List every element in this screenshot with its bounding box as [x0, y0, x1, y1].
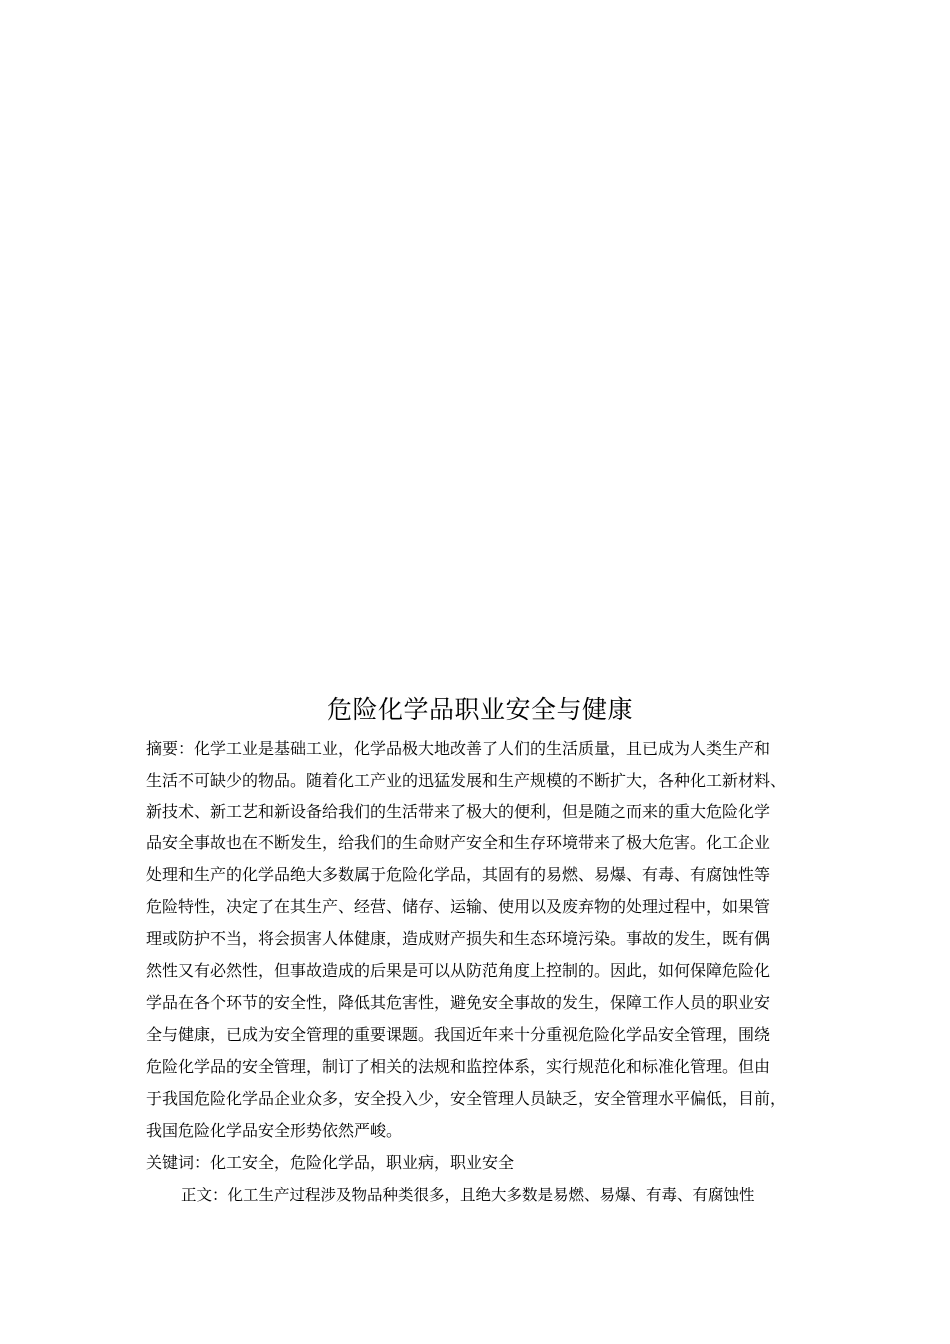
- keywords: 关键词：化工安全，危险化学品，职业病，职业安全: [146, 1153, 515, 1172]
- body-paragraph-line: 正文：化工生产过程涉及物品种类很多，且绝大多数是易燃、易爆、有毒、有腐蚀性: [181, 1186, 755, 1204]
- abstract-line: 全与健康，已成为安全管理的重要课题。我国近年来十分重视危险化学品安全管理，围绕: [146, 1025, 771, 1044]
- abstract-line: 生活不可缺少的物品。随着化工产业的迅猛发展和生产规模的不断扩大，各种化工新材料、: [146, 771, 787, 790]
- abstract-line: 新技术、新工艺和新设备给我们的生活带来了极大的便利，但是随之而来的重大危险化学: [146, 802, 771, 821]
- abstract-line: 处理和生产的化学品绝大多数属于危险化学品，其固有的易燃、易爆、有毒、有腐蚀性等: [146, 865, 771, 884]
- abstract-line: 危险化学品的安全管理，制订了相关的法规和监控体系，实行规范化和标准化管理。但由: [146, 1057, 771, 1076]
- abstract-line: 然性又有必然性，但事故造成的后果是可以从防范角度上控制的。因此，如何保障危险化: [146, 961, 771, 980]
- abstract-line: 我国危险化学品安全形势依然严峻。: [146, 1121, 403, 1140]
- abstract-line: 理或防护不当，将会损害人体健康，造成财产损失和生态环境污染。事故的发生，既有偶: [146, 929, 771, 948]
- abstract-line: 品安全事故也在不断发生，给我们的生命财产安全和生存环境带来了极大危害。化工企业: [146, 833, 771, 852]
- document-title: 危险化学品职业安全与健康: [326, 695, 633, 724]
- abstract-line: 危险特性，决定了在其生产、经营、储存、运输、使用以及废弃物的处理过程中，如果管: [146, 897, 771, 916]
- abstract-line: 摘要：化学工业是基础工业，化学品极大地改善了人们的生活质量，且已成为人类生产和: [146, 739, 771, 758]
- abstract-line: 于我国危险化学品企业众多，安全投入少，安全管理人员缺乏，安全管理水平偏低，目前，: [146, 1089, 787, 1108]
- abstract-line: 学品在各个环节的安全性，降低其危害性，避免安全事故的发生，保障工作人员的职业安: [146, 993, 771, 1012]
